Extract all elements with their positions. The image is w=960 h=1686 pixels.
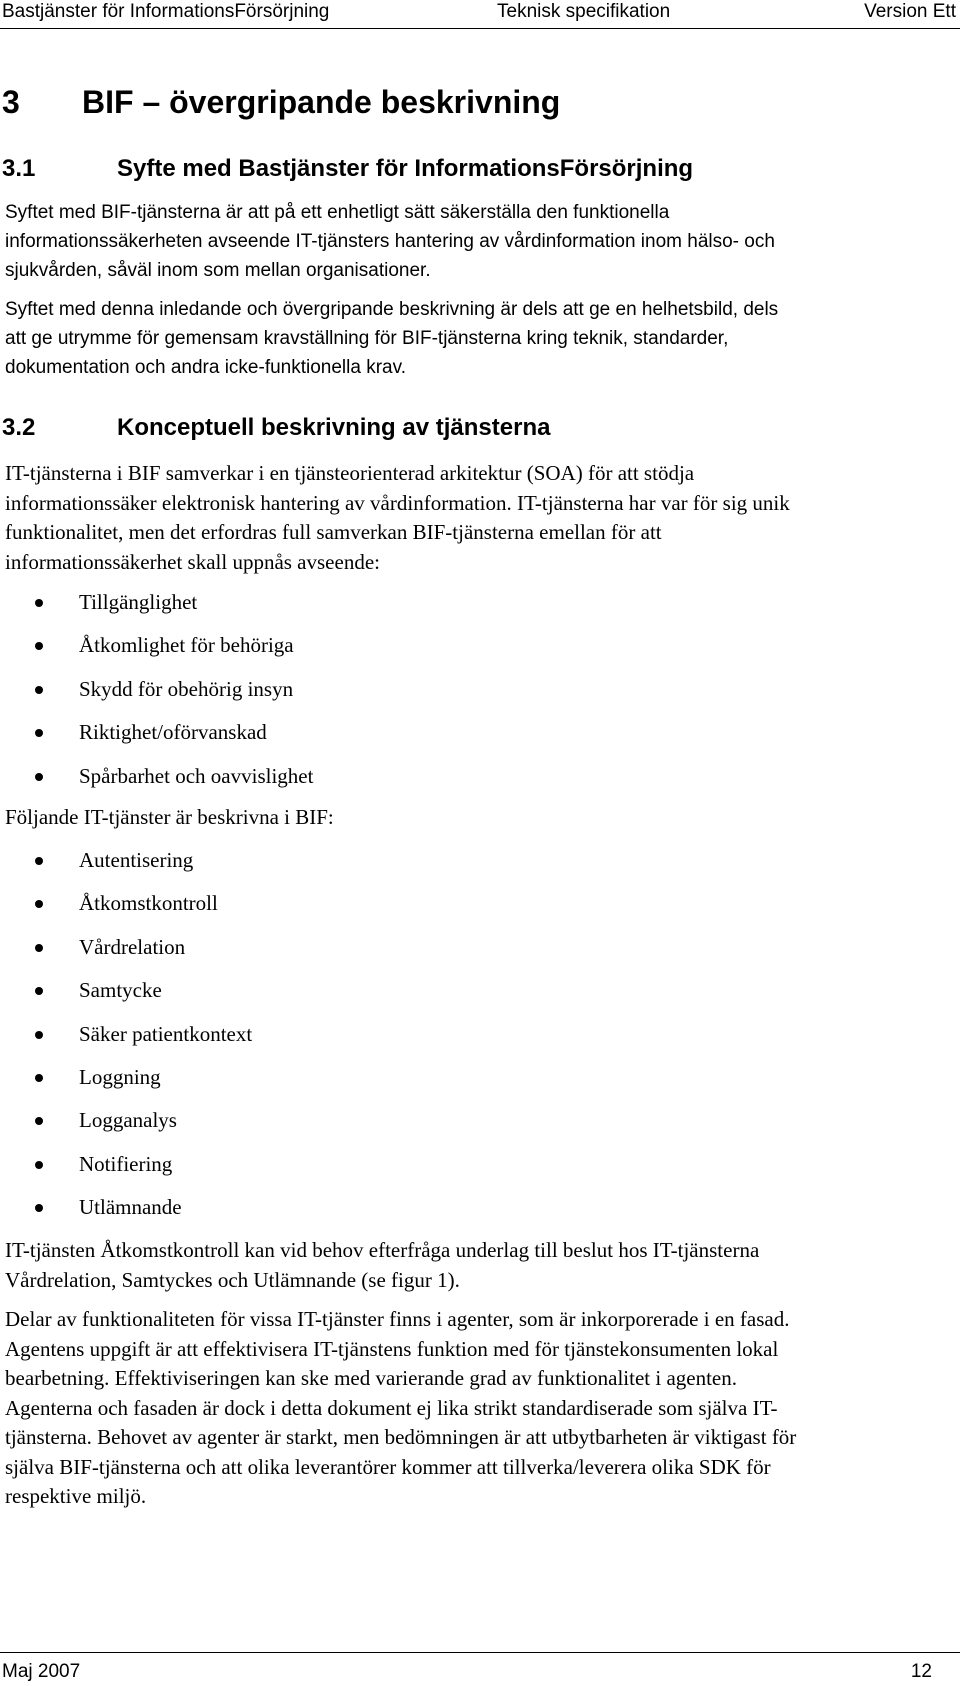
footer-date: Maj 2007 — [2, 1661, 81, 1682]
access-control-paragraph: IT-tjänsten Åtkomstkontroll kan vid behov efterfråga underlag till beslut hos IT-tjänsterna Vårdrelation, Samtyckes och Utlämnande (se figur 1). — [5, 1238, 760, 1292]
subsection-title: Konceptuell beskrivning av tjänsterna — [117, 414, 551, 441]
subsection-number: 3.1 — [2, 155, 36, 182]
header-rule — [0, 28, 960, 29]
bullet-icon — [35, 1074, 43, 1082]
page-header — [0, 0, 960, 26]
bullet-icon — [35, 599, 43, 607]
bullet-icon — [35, 686, 43, 694]
bullet-icon — [35, 1117, 43, 1125]
bullet-icon — [35, 987, 43, 995]
section-number: 3 — [2, 84, 20, 120]
page-number: 12 — [910, 1661, 932, 1682]
section-title: BIF – övergripande beskrivning — [82, 84, 561, 120]
subsection-heading-3-2 — [2, 413, 550, 443]
page-footer — [0, 1652, 960, 1686]
header-document-title: Bastjänster för InformationsFörsörjning — [2, 1, 330, 22]
purpose-paragraph-2: Syftet med denna inledande och övergripande beskrivning är dels att ge en helhetsbild, dels att ge utrymme för gemensam kravställning för BIF-tjänsterna kring teknik, standarder, dokumentation och andra icke-funktionella krav. — [5, 299, 779, 378]
header-version: Version Ett — [864, 1, 956, 22]
bullet-icon — [35, 944, 43, 952]
concept-paragraph: IT-tjänsterna i BIF samverkar i en tjänsteorienterad arkitektur (SOA) för att stödja informationssäker elektronisk hantering av vårdinformation. IT-tjänsterna har var för sig unik funktionalitet, men det erfordras full samverkan BIF-tjänsterna emellan för att informationssäkerhet skall uppnås avseende: — [5, 461, 790, 574]
footer-rule — [0, 1652, 960, 1653]
bullet-icon — [35, 857, 43, 865]
services-intro: Följande IT-tjänster är beskrivna i BIF: — [5, 805, 334, 829]
purpose-paragraph-1: Syftet med BIF-tjänsterna är att på ett enhetligt sätt säkerställa den funktionella informationssäkerheten avseende IT-tjänsters hantering av vårdinformation inom hälso- och sjukvården, såväl inom som mellan organisationer. — [5, 202, 775, 281]
bullet-icon — [35, 1204, 43, 1212]
bullet-icon — [35, 642, 43, 650]
bullet-icon — [35, 1161, 43, 1169]
subsection-title: Syfte med Bastjänster för InformationsFörsörjning — [117, 155, 694, 182]
bullet-icon — [35, 729, 43, 737]
agents-paragraph: Delar av funktionaliteten för vissa IT-tjänster finns i agenter, som är inkorporerade i en fasad. Agentens uppgift är att effektivisera IT-tjänstens funktion med för tjänstekonsumenten lokal bearbetning. Effektiviseringen kan ske med varierande grad av funktionalitet i agenten. Agenterna och fasaden är dock i detta dokument ej lika strikt standardiserade som själva IT- tjänsterna. Behovet av agenter är starkt, men bedömningen är att utbytbarheten är viktigast för själva BIF-tjänsterna och att olika leverantörer kommer att tillverka/leverera olika SDK för respektive miljö. — [5, 1307, 797, 1508]
subsection-number: 3.2 — [2, 414, 36, 441]
bullet-icon — [35, 900, 43, 908]
bullet-icon — [35, 773, 43, 781]
section-heading — [2, 82, 560, 122]
bullet-icon — [35, 1031, 43, 1039]
header-document-type: Teknisk specifikation — [497, 1, 671, 22]
subsection-heading-3-1 — [2, 154, 693, 184]
